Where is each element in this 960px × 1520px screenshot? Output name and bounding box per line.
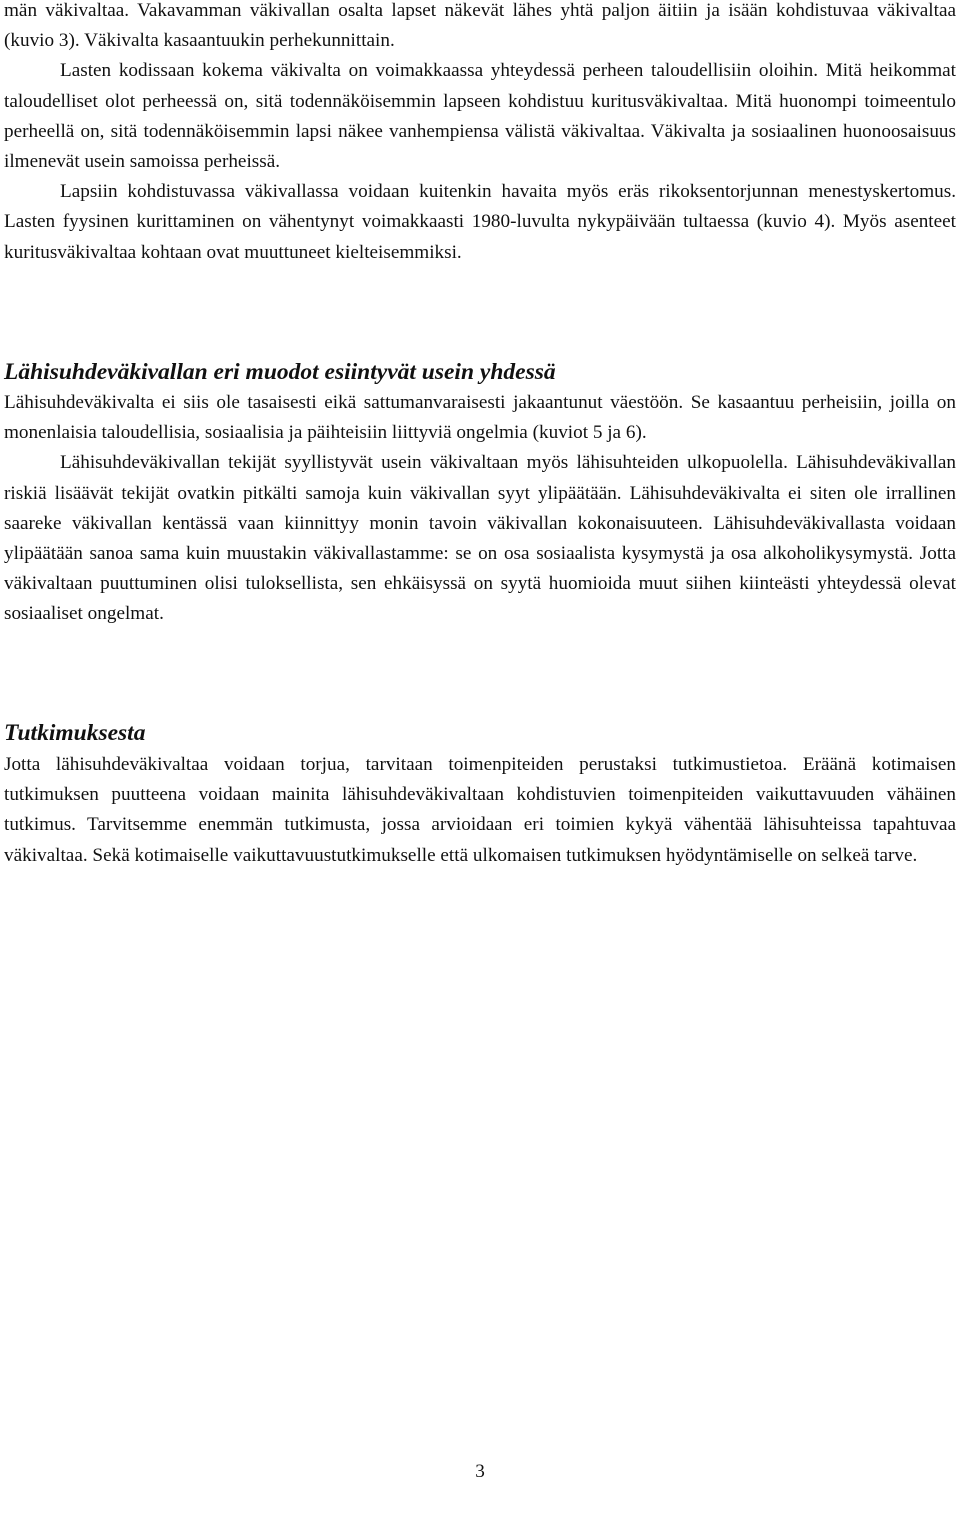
page-number: 3 xyxy=(475,1461,485,1482)
intro-paragraph-1: män väkivaltaa. Vakavamman väkivallan osalta lapset näkevät lähes yhtä paljon äitiin ja isään kohdistuvaa väkivaltaa (kuvio 3). Väkivalta kasaantuukin perhekunnittain. xyxy=(4,0,956,52)
intro-text xyxy=(4,0,956,268)
intro-paragraph-2: Lasten kodissaan kokema väkivalta on voimakkaassa yhteydessä perheen taloudellisiin oloihin. Mitä heikommat taloudelliset olot perheessä on, sitä todennäköisemmin lapseen kohdistuu kuritusväkivaltaa. Mitä huonompi toimeentulo perheellä on, sitä todennäköisemmin lapsi näkee vanhempiensa välistä väkivaltaa. Väkivalta ja sosiaalinen huonoosaisuus ilmenevät usein samoissa perheissä. xyxy=(4,60,956,173)
section-1-paragraph-2: Lähisuhdeväkivallan tekijät syyllistyvät usein väkivaltaan myös lähisuhteiden ulkopuolella. Lähisuhdeväkivallan riskiä lisäävät tekijät ovatkin pitkälti samoja kuin väkivallan syyt ylipäätään. Lähisuhdeväkivalta ei siten ole irrallinen saareke väkivallan kentässä vaan kiinnittyy monin tavoin väkivallan kokonaisuuteen. Lähisuhdeväkivallasta voidaan ylipäätään sanoa sama kuin muustakin väkivallastamme: se on osa sosiaalista kysymystä ja osa alkoholikysymystä. Jotta väkivaltaan puuttuminen olisi tuloksellista, sen ehkäisyssä on syytä huomioida muut siihen kiinteästi yhteydessä olevat sosiaaliset ongelmat. xyxy=(4,452,956,625)
section-heading-1: Lähisuhdeväkivallan eri muodot esiintyvät usein yhdessä xyxy=(4,359,556,385)
section-2-paragraph-1: Jotta lähisuhdeväkivaltaa voidaan torjua, tarvitaan toimenpiteiden perustaksi tutkimustietoa. Eräänä kotimaisen tutkimuksen puutteena voidaan mainita lähisuhdeväkivaltaan kohdistuvien toimenpiteiden vaikuttavuuden vähäinen tutkimus. Tarvitsemme enemmän tutkimusta, jossa arvioidaan eri toimien kykyä vähentää lähisuhteissa tapahtuvaa väkivaltaa. Sekä kotimaiselle vaikuttavuustutkimukselle että ulkomaisen tutkimuksen hyödyntämiselle on selkeä tarve. xyxy=(4,754,956,866)
section-1-body xyxy=(4,388,956,630)
section-1-paragraph-1: Lähisuhdeväkivalta ei siis ole tasaisesti eikä sattumanvaraisesti jakaantunut väestöön. Se kasaantuu perheisiin, joilla on monenlaisia taloudellisia, sosiaalisia ja päihteisiin liittyviä ongelmia (kuviot 5 ja 6). xyxy=(4,392,956,444)
intro-paragraph-3: Lapsiin kohdistuvassa väkivallassa voidaan kuitenkin havaita myös eräs rikoksentorjunnan menestyskertomus. Lasten fyysinen kurittaminen on vähentynyt voimakkaasti 1980-luvulta nykypäivään tultaessa (kuvio 4). Myös asenteet kuritusväkivaltaa kohtaan ovat muuttuneet kielteisemmiksi. xyxy=(4,181,956,263)
section-2-body xyxy=(4,750,956,871)
section-heading-2: Tutkimuksesta xyxy=(4,720,146,746)
